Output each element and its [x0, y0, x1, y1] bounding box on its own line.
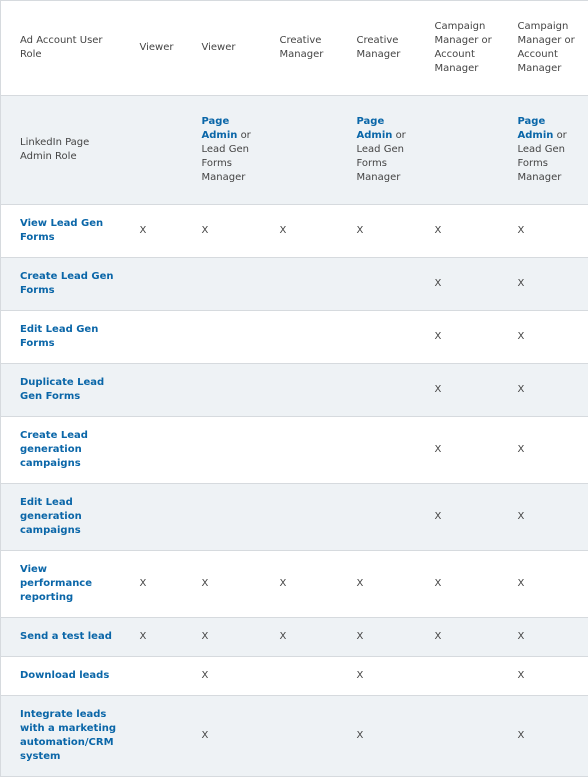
permission-mark: X — [506, 205, 588, 258]
permission-mark: X — [128, 551, 190, 618]
permission-mark: X — [345, 205, 423, 258]
permission-mark: X — [506, 696, 588, 777]
table-row — [1, 205, 588, 258]
permission-mark — [268, 258, 345, 311]
table-row — [1, 417, 588, 484]
permission-mark — [190, 484, 268, 551]
permission-mark — [423, 657, 506, 696]
permission-mark — [190, 311, 268, 364]
page-admin-cell-3 — [268, 96, 345, 205]
table-row — [1, 618, 588, 657]
permission-mark — [128, 417, 190, 484]
page-admin-role-label: LinkedIn Page Admin Role — [1, 96, 128, 205]
permission-mark: X — [423, 484, 506, 551]
permission-mark: X — [190, 657, 268, 696]
feature-label: Edit Lead Gen Forms — [1, 311, 128, 364]
permission-mark: X — [345, 696, 423, 777]
permission-mark: X — [423, 311, 506, 364]
permission-mark — [268, 417, 345, 484]
table-row — [1, 258, 588, 311]
permission-mark — [345, 417, 423, 484]
permission-mark — [268, 364, 345, 417]
permission-mark: X — [506, 417, 588, 484]
permission-mark — [345, 311, 423, 364]
permission-mark: X — [506, 258, 588, 311]
permission-mark — [128, 696, 190, 777]
table-row — [1, 696, 588, 777]
permission-mark: X — [190, 618, 268, 657]
feature-label: Send a test lead — [1, 618, 128, 657]
permission-mark — [345, 364, 423, 417]
permission-mark — [268, 696, 345, 777]
table-row — [1, 364, 588, 417]
role-header-3: Creative Manager — [268, 1, 345, 96]
feature-label: Duplicate Lead Gen Forms — [1, 364, 128, 417]
permission-mark: X — [345, 657, 423, 696]
role-header-5: Campaign Manager or Account Manager — [423, 1, 506, 96]
table-row — [1, 311, 588, 364]
permission-mark — [128, 364, 190, 417]
permission-mark — [190, 258, 268, 311]
permission-mark: X — [190, 696, 268, 777]
page-admin-cell-4 — [345, 96, 423, 205]
page-admin-role-row — [1, 96, 588, 205]
feature-label: Edit Lead generation campaigns — [1, 484, 128, 551]
permission-mark: X — [423, 205, 506, 258]
permission-mark: X — [506, 618, 588, 657]
permission-mark — [128, 311, 190, 364]
permission-mark — [345, 258, 423, 311]
ad-account-role-row — [1, 1, 588, 96]
permission-mark: X — [506, 484, 588, 551]
page-admin-strong-4: Page Admin — [356, 116, 393, 141]
page-admin-cell-1 — [128, 96, 190, 205]
permission-mark: X — [268, 618, 345, 657]
page-admin-cell-2 — [190, 96, 268, 205]
permission-mark: X — [345, 551, 423, 618]
page-admin-strong-6: Page Admin — [517, 116, 554, 141]
permission-mark — [190, 364, 268, 417]
permission-mark: X — [423, 417, 506, 484]
permission-mark — [423, 696, 506, 777]
permission-mark — [345, 484, 423, 551]
role-header-6: Campaign Manager or Account Manager — [506, 1, 588, 96]
permission-mark: X — [423, 258, 506, 311]
permission-mark: X — [128, 205, 190, 258]
feature-label: View performance reporting — [1, 551, 128, 618]
permission-mark — [268, 484, 345, 551]
role-header-2: Viewer — [190, 1, 268, 96]
permission-mark: X — [506, 657, 588, 696]
permission-mark: X — [423, 551, 506, 618]
table-row — [1, 657, 588, 696]
permission-mark: X — [268, 205, 345, 258]
page-admin-cell-5 — [423, 96, 506, 205]
permission-mark: X — [190, 205, 268, 258]
permission-mark: X — [423, 618, 506, 657]
table-row — [1, 551, 588, 618]
permission-mark — [128, 484, 190, 551]
permission-mark — [268, 657, 345, 696]
page-admin-plain-2: or Lead Gen Forms Manager — [201, 130, 251, 183]
permission-mark — [268, 311, 345, 364]
permission-mark — [128, 657, 190, 696]
permission-mark: X — [506, 551, 588, 618]
permission-mark: X — [190, 551, 268, 618]
feature-label: Create Lead generation campaigns — [1, 417, 128, 484]
page-admin-plain-4: or Lead Gen Forms Manager — [356, 130, 406, 183]
permission-mark: X — [345, 618, 423, 657]
page-admin-strong-2: Page Admin — [201, 116, 238, 141]
table-row — [1, 484, 588, 551]
feature-label: Create Lead Gen Forms — [1, 258, 128, 311]
feature-label: View Lead Gen Forms — [1, 205, 128, 258]
role-header-1: Viewer — [128, 1, 190, 96]
permission-mark: X — [506, 311, 588, 364]
permission-mark — [190, 417, 268, 484]
permission-mark: X — [423, 364, 506, 417]
permission-mark: X — [268, 551, 345, 618]
feature-label: Download leads — [1, 657, 128, 696]
feature-label: Integrate leads with a marketing automation/CRM system — [1, 696, 128, 777]
role-header-4: Creative Manager — [345, 1, 423, 96]
permission-mark — [128, 258, 190, 311]
ad-account-role-label: Ad Account User Role — [1, 1, 128, 96]
permission-mark: X — [128, 618, 190, 657]
page-admin-cell-6 — [506, 96, 588, 205]
page-admin-plain-6: or Lead Gen Forms Manager — [517, 130, 567, 183]
permission-mark: X — [506, 364, 588, 417]
